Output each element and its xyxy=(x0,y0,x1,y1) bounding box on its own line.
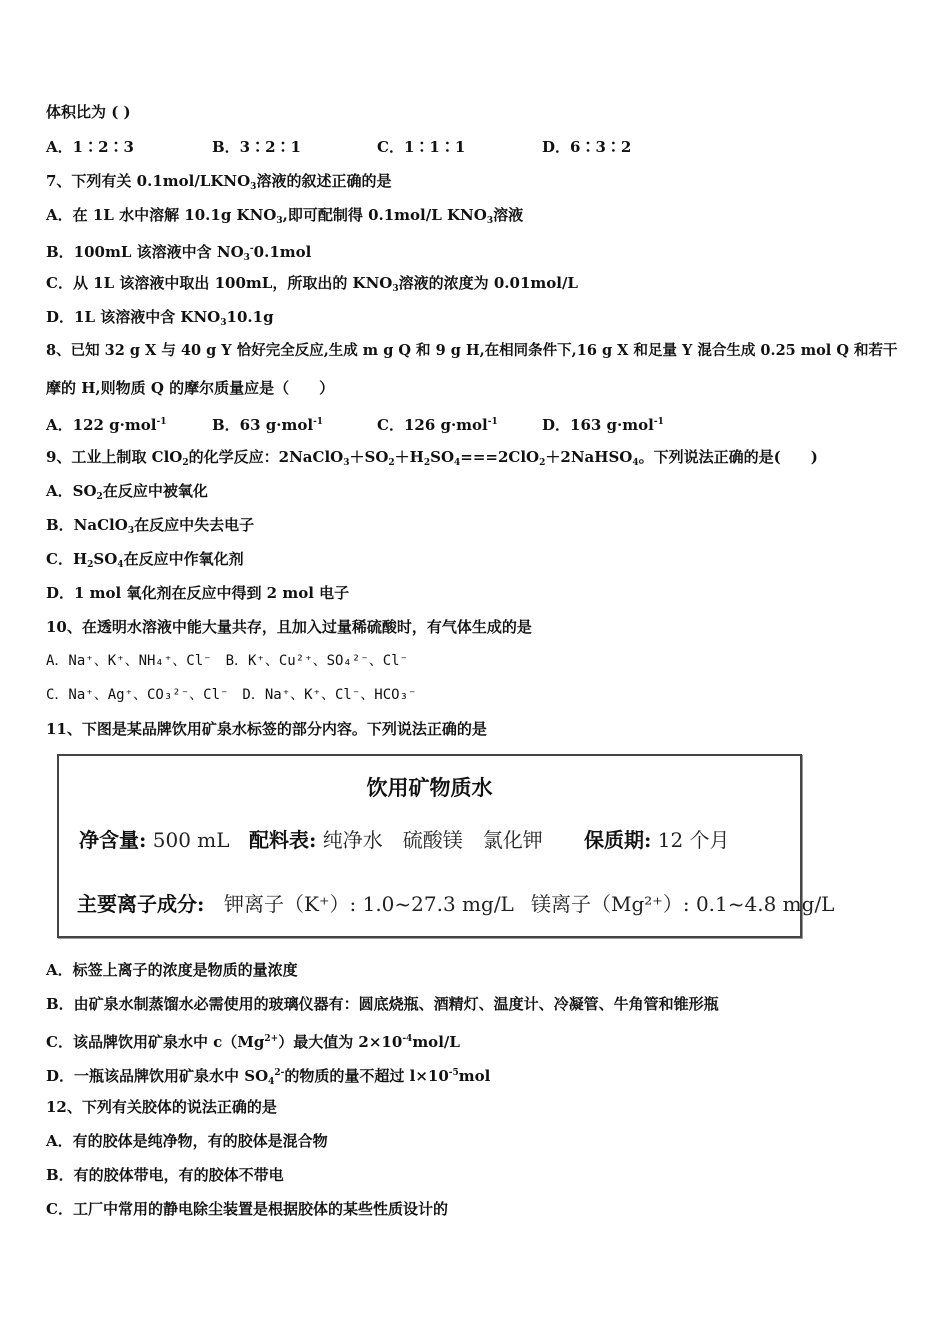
q6-option-d: D．6∶3∶2 xyxy=(542,138,632,156)
q6-option-c: C．1∶1∶1 xyxy=(377,138,466,156)
q7-option-b: B．100mL 该溶液中含 $NO_3^-0.1mol$ xyxy=(46,243,312,263)
label-shelf-life: 保质期: 12 个月 xyxy=(584,828,730,852)
mineral-water-label xyxy=(57,754,835,938)
label-potassium-ion: 钾离子（K⁺）: 1.0~27.3 mg/L xyxy=(224,892,514,916)
q8-option-c: C．126 g·mol$^{-1}$ xyxy=(377,416,498,434)
q10-options-row2: C．Na⁺、Ag⁺、CO₃²⁻、Cl⁻ D．Na⁺、K⁺、Cl⁻、HCO₃⁻ xyxy=(46,687,417,703)
label-net-content: 净含量: 500 mL xyxy=(79,828,230,852)
q6-stem-tail: 体积比为 ( ) xyxy=(46,103,131,121)
q8-stem-line2: 摩的 H,则物质 Q 的摩尔质量应是（ ） xyxy=(46,379,335,397)
q7-stem: 7、下列有关 $0.1mol/LKNO_3$溶液的叙述正确的是 xyxy=(46,172,392,192)
q12-stem: 12、下列有关胶体的说法正确的是 xyxy=(46,1098,277,1116)
q8-option-a: A．122 g·mol$^{-1}$ xyxy=(46,416,167,434)
q9-option-a: A．$SO_2$在反应中被氧化 xyxy=(46,482,208,502)
label-magnesium-ion: 镁离子（Mg²⁺）: 0.1~4.8 mg/L xyxy=(531,892,835,916)
q9-option-c: C．$H_2SO_4$在反应中作氧化剂 xyxy=(46,550,244,570)
label-title: 饮用矿物质水 xyxy=(366,775,493,800)
q7-option-d: D．1L 该溶液中含 $KNO_310.1g$ xyxy=(46,308,274,328)
q9-option-b: B．NaClO$_3$在反应中失去电子 xyxy=(46,516,255,536)
q12-option-c: C．工厂中常用的静电除尘装置是根据胶体的某些性质设计的 xyxy=(46,1200,448,1218)
q11-option-d: D．一瓶该品牌饮用矿泉水中 $SO_4^{2-}$的物质的量不超过 $l\times 10^{-5}mol$ xyxy=(46,1067,491,1087)
q8-option-b: B．63 g·mol$^{-1}$ xyxy=(212,416,324,434)
label-ingredients: 配料表: 纯净水 硫酸镁 氯化钾 xyxy=(249,828,543,852)
q9-option-d: D．1 mol 氧化剂在反应中得到 2 mol 电子 xyxy=(46,584,350,602)
q11-option-b: B．由矿泉水制蒸馏水必需使用的玻璃仪器有：圆底烧瓶、酒精灯、温度计、冷凝管、牛角管和锥形瓶 xyxy=(46,995,719,1013)
label-main-ions: 主要离子成分: xyxy=(77,892,205,916)
q11-stem: 11、下图是某品牌饮用矿泉水标签的部分内容。下列说法正确的是 xyxy=(46,720,487,738)
q10-stem: 10、在透明水溶液中能大量共存，且加入过量稀硫酸时，有气体生成的是 xyxy=(46,618,532,636)
q11-option-a: A．标签上离子的浓度是物质的量浓度 xyxy=(46,961,298,979)
q12-option-a: A．有的胶体是纯净物，有的胶体是混合物 xyxy=(46,1132,328,1150)
q10-options-row1: A．Na⁺、K⁺、NH₄⁺、Cl⁻ B．K⁺、Cu²⁺、SO₄²⁻、Cl⁻ xyxy=(46,653,409,669)
q6-option-b: B．3∶2∶1 xyxy=(212,138,301,156)
q8-option-d: D．163 g·mol$^{-1}$ xyxy=(542,416,664,434)
q12-option-b: B．有的胶体带电，有的胶体不带电 xyxy=(46,1166,284,1184)
q7-option-c: C．从 1L 该溶液中取出 100mL，所取出的 $KNO_3$溶液的浓度为 0.01mol/L xyxy=(46,274,578,294)
q11-option-c: C．该品牌饮用矿泉水中 $c(Mg^{2+})$最大值为 $2\times 10^{-4}mol/L$ xyxy=(46,1033,460,1051)
q7-option-a: A．在 1L 水中溶解 10.1g $KNO_3$,即可配制得 0.1mol/L $KNO_3$溶液 xyxy=(46,206,524,226)
q6-option-a: A．1∶2∶3 xyxy=(46,138,134,156)
q9-stem: 9、工业上制取 ClO$_2$的化学反应：$2NaClO_3+SO_2+H_2SO_4===2ClO_2+2NaHSO_4$。下列说法正确的是( ) xyxy=(46,448,818,468)
q8-stem-line1: 8、已知 32 g X 与 40 g Y 恰好完全反应,生成 m g Q 和 9 g H,在相同条件下,16 g X 和足量 Y 混合生成 0.25 mol Q 和若干 xyxy=(46,342,898,359)
